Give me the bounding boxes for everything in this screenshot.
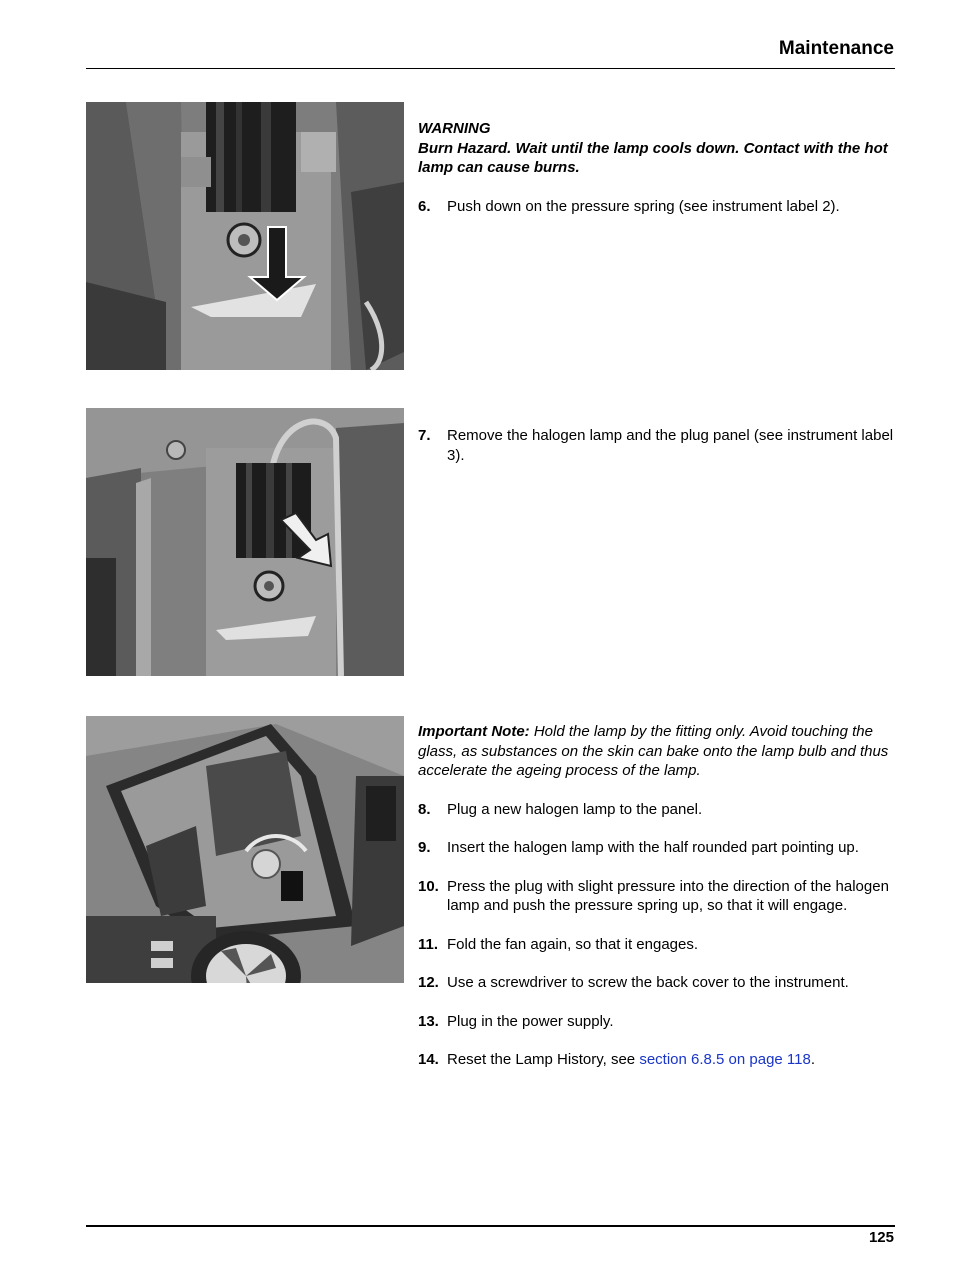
step-text: Plug a new halogen lamp to the panel. bbox=[447, 800, 703, 818]
step-text-before: Reset the Lamp History, see bbox=[447, 1051, 640, 1068]
warning-text: Burn Hazard. Wait until the lamp cools down. Contact with the hot lamp can cause burns. bbox=[418, 139, 888, 176]
note-text: Hold the lamp by the fitting only. Avoid touching the glass, as substances on the skin can bake onto the lamp bulb and thus accelerate the ageing process of the lamp. bbox=[418, 723, 889, 779]
lamp-removal-drawing bbox=[86, 408, 404, 676]
step-10 bbox=[418, 877, 896, 916]
step-12 bbox=[418, 973, 896, 993]
warning-title: WARNING bbox=[418, 120, 491, 137]
lamp-compartment-drawing bbox=[86, 716, 404, 983]
step-6 bbox=[418, 197, 896, 217]
step-number: 8. bbox=[418, 800, 431, 818]
step-text bbox=[447, 1050, 896, 1070]
step-text: Plug in the power supply. bbox=[447, 1012, 614, 1030]
step-text: Use a screwdriver to screw the back cover to the instrument. bbox=[447, 974, 849, 991]
step-text: Press the plug with slight pressure into the direction of the halogen lamp and push the pressure spring up, so that it will engage. bbox=[447, 877, 889, 914]
page-header-title: Maintenance bbox=[778, 38, 894, 59]
step-7 bbox=[418, 426, 896, 465]
footer-rule bbox=[86, 1225, 895, 1227]
step-number: 10. bbox=[418, 877, 439, 895]
step-9 bbox=[418, 838, 896, 858]
pressure-spring-drawing bbox=[86, 102, 404, 370]
step-number: 11. bbox=[418, 935, 439, 953]
step-number: 14. bbox=[418, 1051, 439, 1068]
step-text: Fold the fan again, so that it engages. bbox=[447, 935, 699, 953]
step-number: 9. bbox=[418, 839, 431, 856]
step-number: 12. bbox=[418, 974, 439, 991]
step-14 bbox=[418, 1050, 896, 1070]
step-number: 13. bbox=[418, 1012, 439, 1030]
header-rule bbox=[86, 68, 895, 69]
step-13 bbox=[418, 1012, 896, 1032]
halogen-lamp-removal-illustration bbox=[86, 408, 404, 676]
lamp-compartment-illustration bbox=[86, 716, 404, 983]
page-number: 125 bbox=[868, 1229, 894, 1246]
step-text-after: . bbox=[810, 1051, 816, 1068]
step-number: 7. bbox=[418, 427, 431, 444]
pressure-spring-illustration bbox=[86, 102, 404, 370]
step-11 bbox=[418, 935, 896, 955]
step-text: Push down on the pressure spring (see instrument label 2). bbox=[447, 197, 840, 215]
important-note bbox=[418, 722, 896, 781]
step-number: 6. bbox=[418, 197, 431, 215]
section-link[interactable]: section 6.8.5 on page 118 bbox=[639, 1051, 811, 1068]
step-text: Insert the halogen lamp with the half rounded part pointing up. bbox=[447, 839, 859, 856]
step-text: Remove the halogen lamp and the plug panel (see instrument label 3). bbox=[447, 427, 894, 464]
note-label: Important Note: bbox=[418, 723, 530, 740]
step-8 bbox=[418, 800, 896, 820]
